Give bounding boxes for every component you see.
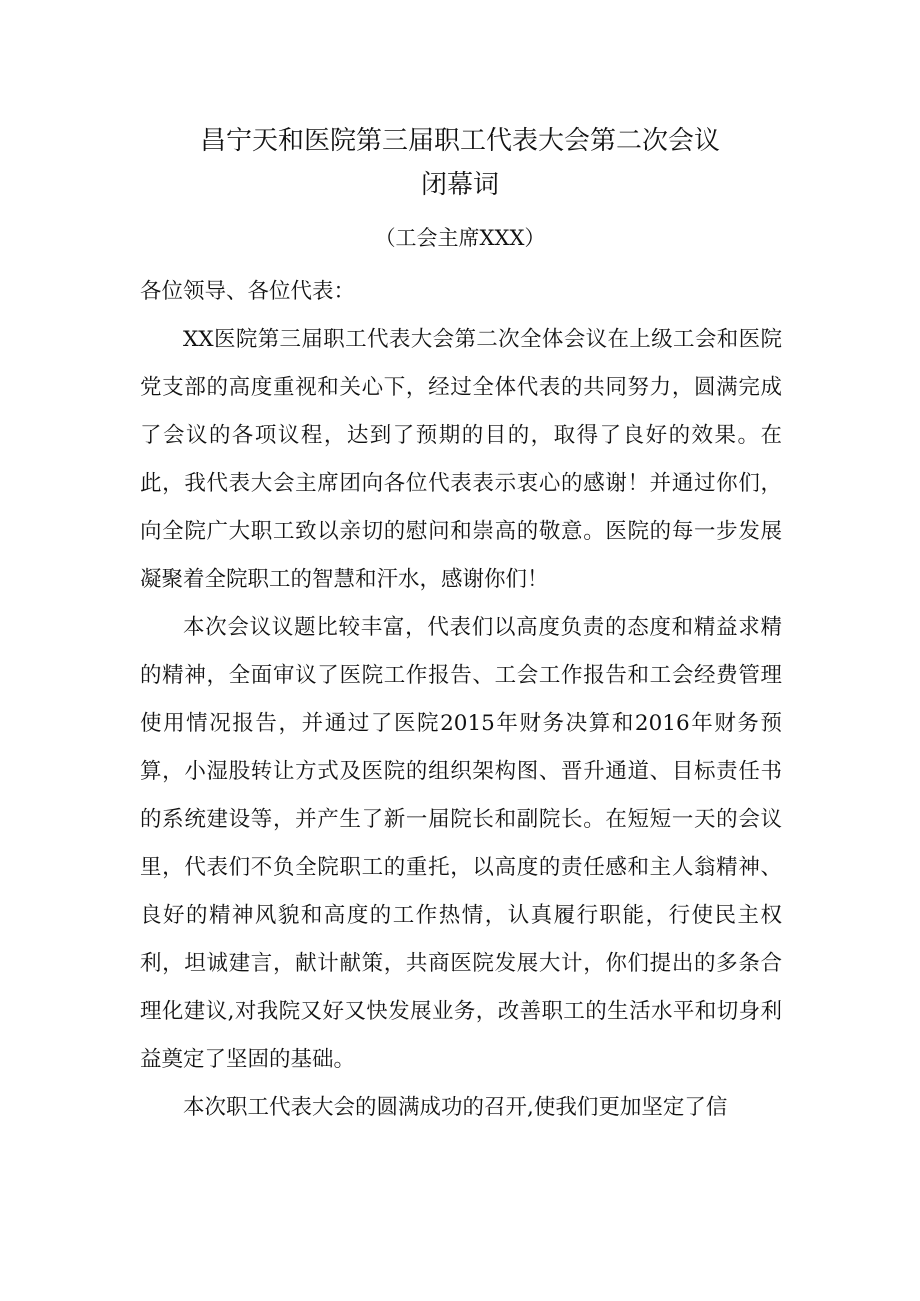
- document-body: [140, 268, 782, 1132]
- paragraph-3: 本次职工代表大会的圆满成功的召开,使我们更加坚定了信: [183, 1095, 728, 1120]
- paragraph-1: XX医院第三届职工代表大会第二次全体会议在上级工会和医院党支部的高度重视和关心下，经过全体代表的共同努力，圆满完成了会议的各项议程，达到了预期的目的，取得了良好的效果。在此，我代表大会主席团向各位代表表示衷心的感谢！并通过你们，向全院广大职工致以亲切的慰问和崇高的敬意。医院的每一步发展凝聚着全院职工的智慧和汗水，感谢你们！: [140, 327, 782, 592]
- document-author: （工会主席XXX）: [374, 226, 546, 250]
- document-title-line-1: 昌宁天和医院第三届职工代表大会第二次会议: [199, 126, 720, 156]
- document-title-line-2: 闭幕词: [420, 170, 499, 200]
- paragraph-2: 本次会议议题比较丰富，代表们以高度负责的态度和精益求精的精神，全面审议了医院工作报告、工会工作报告和工会经费管理使用情况报告，并通过了医院2015年财务决算和2016年财务预算，小湿股转让方式及医院的组织架构图、晋升通道、目标责任书的系统建设等，并产生了新一届院长和副院长。在短短一天的会议里，代表们不负全院职工的重托，以高度的责任感和主人翁精神、良好的精神风貌和高度的工作热情，认真履行职能，行使民主权利，坦诚建言，献计献策，共商医院发展大计，你们提出的多条合理化建议,对我院又好又快发展业务，改善职工的生活水平和切身利益奠定了坚固的基础。: [140, 615, 782, 1072]
- salutation: 各位领导、各位代表：: [140, 279, 356, 304]
